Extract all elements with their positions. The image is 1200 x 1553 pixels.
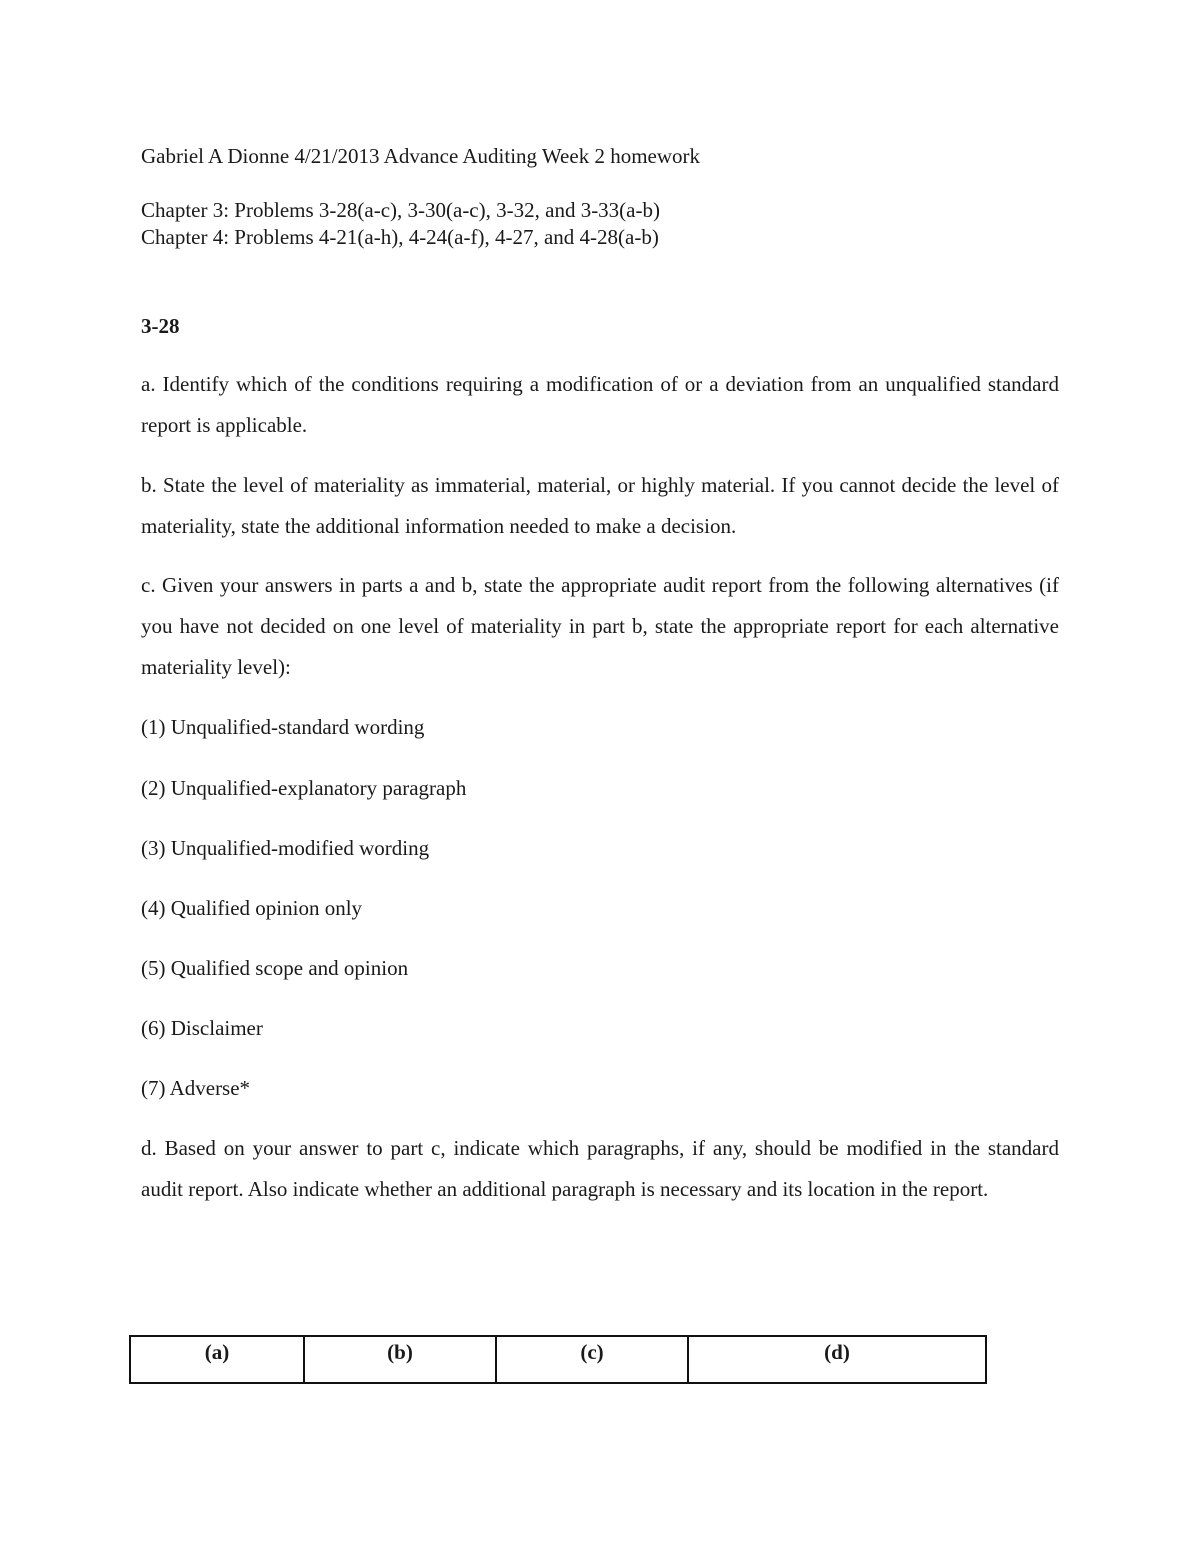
section-heading: 3-28 [141,314,180,338]
question-part-a: a. Identify which of the conditions requiring a modification of or a deviation from an unqualified standard report is applicable. [141,372,1059,437]
option-item: (6) Disclaimer [141,1016,263,1040]
option-item: (1) Unqualified-standard wording [141,715,425,739]
answer-table [129,1335,987,1384]
option-item: (5) Qualified scope and opinion [141,956,409,980]
question-part-d: d. Based on your answer to part c, indicate which paragraphs, if any, should be modified in the standard audit report. Also indicate whether an additional paragraph is necessary and its location in the report. [141,1136,1059,1201]
question-part-c: c. Given your answers in parts a and b, state the appropriate audit report from the following alternatives (if you have not decided on one level of materiality in part b, state the appropriate report for each alternative materiality level): [141,573,1059,679]
option-item: (4) Qualified opinion only [141,896,363,920]
option-item: (7) Adverse* [141,1076,251,1100]
chapter-4-problems: Chapter 4: Problems 4-21(a-h), 4-24(a-f), 4-27, and 4-28(a-b) [141,225,659,249]
question-part-b: b. State the level of materiality as immaterial, material, or highly material. If you cannot decide the level of materiality, state the additional information needed to make a decision. [141,473,1059,538]
table-header-cell: (b) [304,1336,496,1383]
table-header-cell: (c) [496,1336,688,1383]
table-header-row [130,1336,986,1383]
table-header-cell: (d) [688,1336,986,1383]
chapter-3-problems: Chapter 3: Problems 3-28(a-c), 3-30(a-c), 3-32, and 3-33(a-b) [141,198,660,222]
option-item: (2) Unqualified-explanatory paragraph [141,776,467,800]
option-item: (3) Unqualified-modified wording [141,836,430,860]
document-title-line: Gabriel A Dionne 4/21/2013 Advance Auditing Week 2 homework [141,144,701,168]
table-header-cell: (a) [130,1336,304,1383]
